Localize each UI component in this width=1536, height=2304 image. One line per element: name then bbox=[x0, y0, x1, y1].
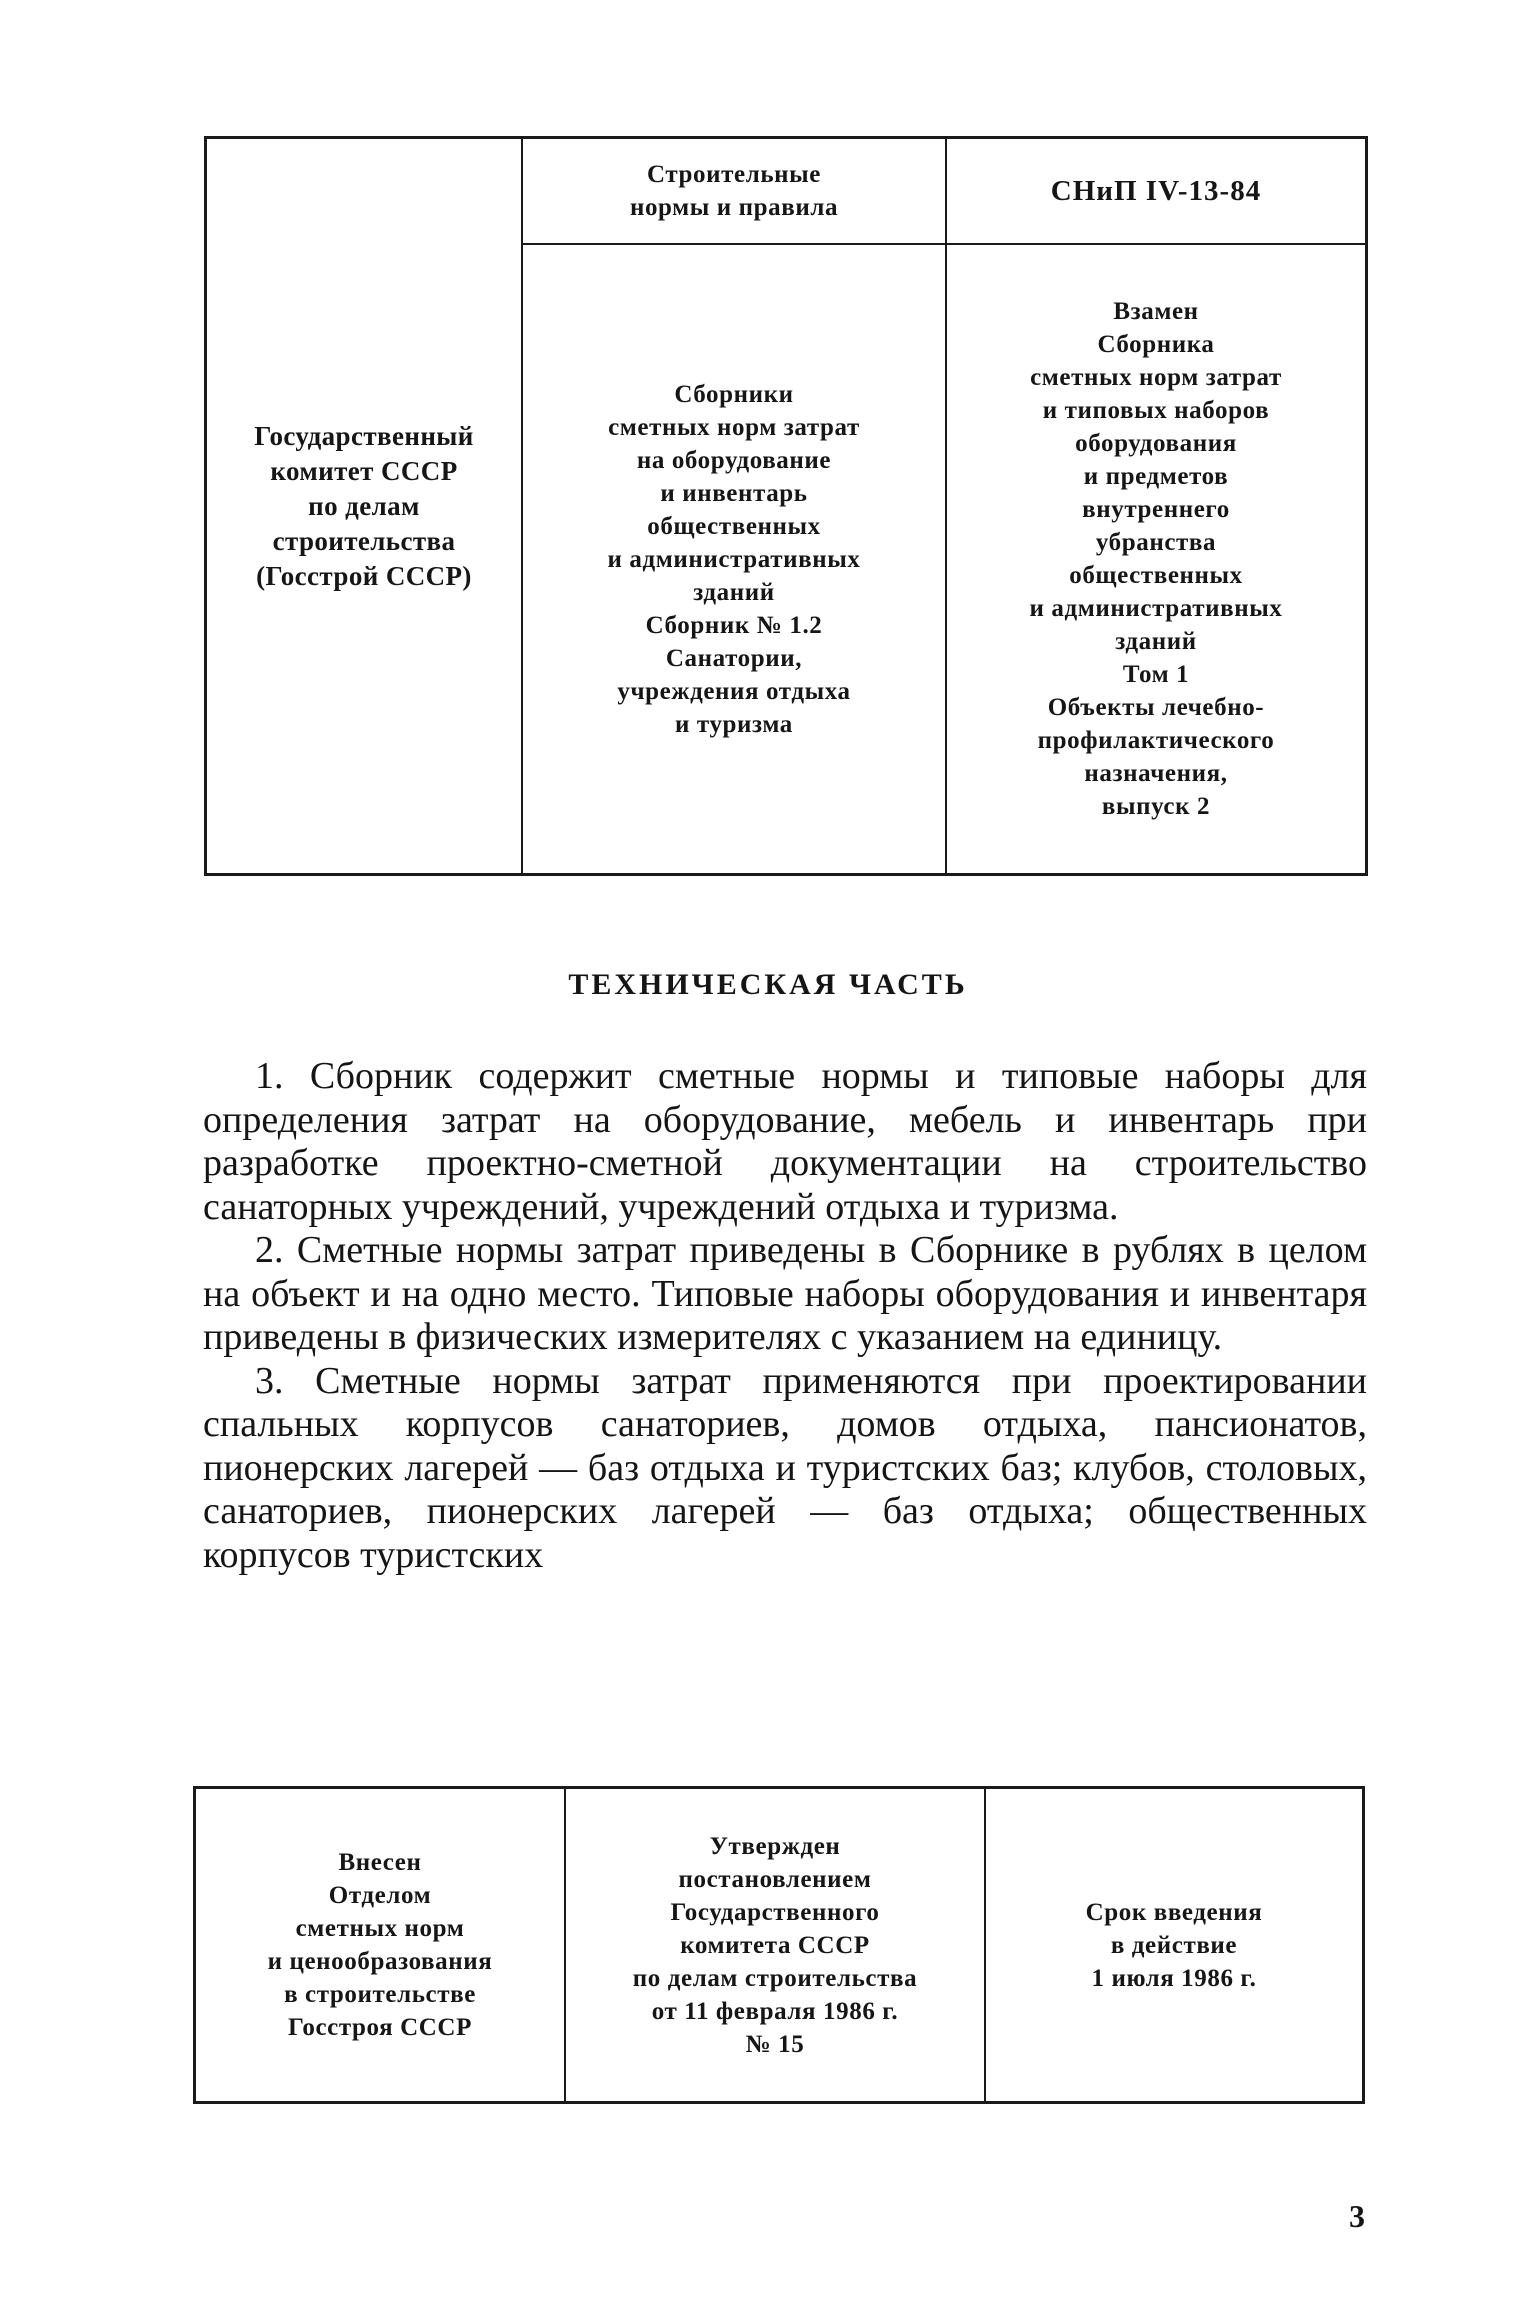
submitted-cell bbox=[196, 1789, 566, 2101]
paragraph-3: 3. Сметные нормы затрат применяются при проектировании спальных корпусов санаториев, домов отдыха, пансионатов, пионерских лагерей — баз отдыха и туристских баз; клубов, столовых, санаториев, пионерских лагерей — баз отдыха; общественных корпусов туристских bbox=[203, 1359, 1367, 1576]
doc-code-text: СНиП IV-13-84 bbox=[1050, 174, 1262, 207]
body-text bbox=[203, 1055, 1367, 1577]
agency-cell bbox=[207, 139, 523, 873]
submitted-text: Внесен Отделом сметных норм и ценообразования в строительстве Госстроя СССР bbox=[267, 1849, 493, 2041]
paragraph-2: 2. Сметные нормы затрат приведены в Сборнике в рублях в целом на объект и на одно место. Типовые наборы оборудования и инвентаря приведены в физических измерителях с указанием на единицу. bbox=[203, 1229, 1367, 1358]
header-bottom-row bbox=[523, 245, 1365, 873]
effective-cell bbox=[986, 1789, 1362, 2101]
replaces-cell bbox=[947, 245, 1365, 873]
effective-text: Срок введения в действие 1 июля 1986 г. bbox=[1085, 1898, 1263, 1992]
footer-table bbox=[193, 1786, 1365, 2104]
doc-type-text: Строительные нормы и правила bbox=[629, 161, 839, 221]
header-table bbox=[204, 136, 1368, 876]
approved-cell bbox=[566, 1789, 986, 2101]
agency-text: Государственный комитет СССР по делам строительства (Госстрой СССР) bbox=[254, 420, 474, 591]
replaces-text: Взамен Сборника сметных норм затрат и типовых наборов оборудования и предметов внутреннего убранства общественных и административных зданий Том 1 Объекты лечебно- профилактического назначения, выпуск 2 bbox=[1029, 298, 1283, 820]
doc-code-cell bbox=[947, 139, 1365, 243]
approved-text: Утвержден постановлением Государственного комитета СССР по делам строительства от 11 февраля 1986 г. № 15 bbox=[632, 1832, 918, 2058]
doc-type-cell bbox=[523, 139, 947, 243]
collection-text: Сборники сметных норм затрат на оборудование и инвентарь общественных и административных зданий Сборник № 1.2 Санатории, учреждения отдыха и туризма bbox=[607, 380, 861, 738]
paragraph-1: 1. Сборник содержит сметные нормы и типовые наборы для определения затрат на оборудование, мебель и инвентарь при разработке проектно-сметной документации на строительство санаторных учреждений, учреждений отдыха и туризма. bbox=[203, 1055, 1367, 1228]
section-title: ТЕХНИЧЕСКАЯ ЧАСТЬ bbox=[568, 968, 968, 1001]
page-number: 3 bbox=[1349, 2198, 1365, 2234]
header-top-row bbox=[523, 139, 1365, 245]
collection-cell bbox=[523, 245, 947, 873]
